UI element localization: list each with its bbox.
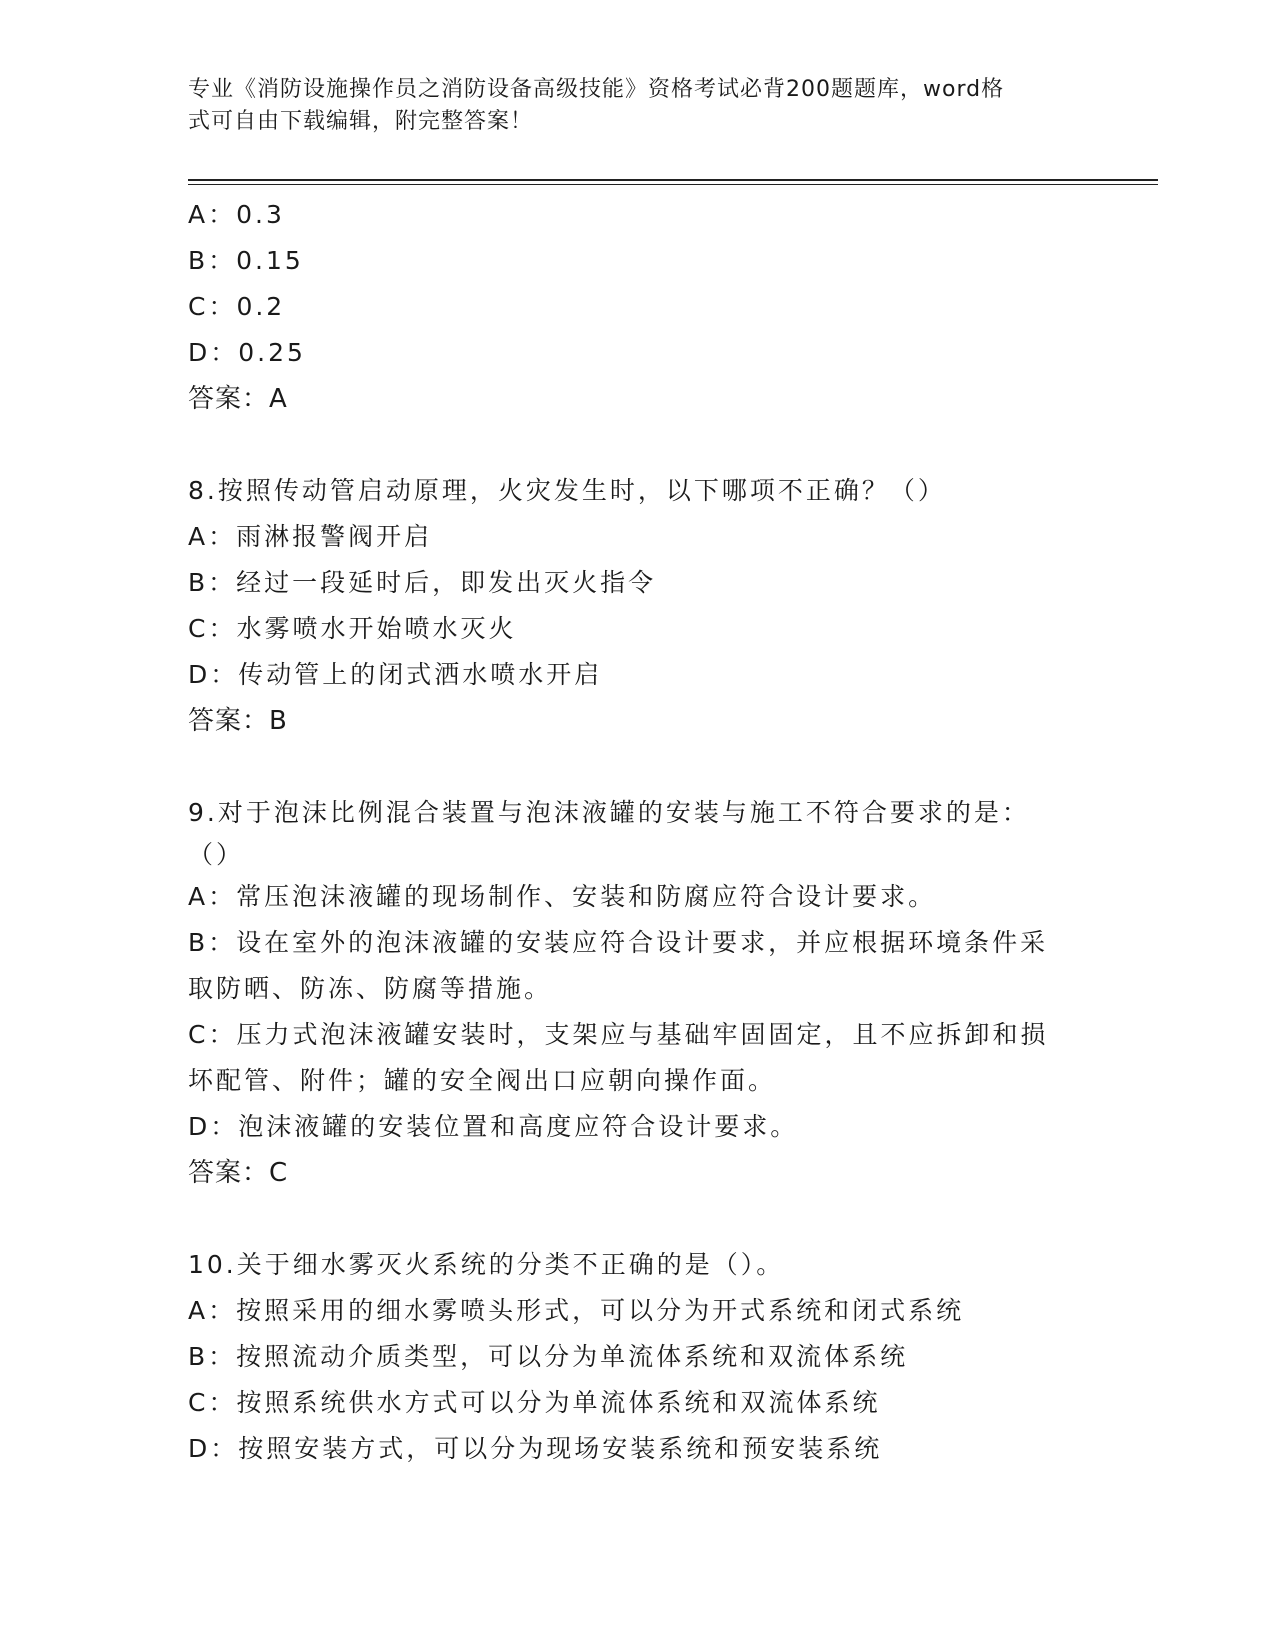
spacer	[188, 422, 1088, 468]
question-10-block	[188, 1242, 1088, 1472]
option-a: A：常压泡沫液罐的现场制作、安装和防腐应符合设计要求。	[188, 882, 937, 911]
option-b: B：0.15	[188, 246, 304, 275]
option-b: B：按照流动介质类型，可以分为单流体系统和双流体系统	[188, 1342, 909, 1371]
header-line-2: 式可自由下载编辑，附完整答案！	[188, 109, 534, 134]
question-8-block	[188, 468, 1088, 744]
option-c: C：按照系统供水方式可以分为单流体系统和双流体系统	[188, 1388, 881, 1417]
option-c: C：0.2	[188, 292, 286, 321]
option-a: A：按照采用的细水雾喷头形式，可以分为开式系统和闭式系统	[188, 1296, 965, 1325]
option-d: D：按照安装方式，可以分为现场安装系统和预安装系统	[188, 1434, 883, 1463]
option-c: C：水雾喷水开始喷水灭火	[188, 614, 517, 643]
header-divider-thick	[188, 179, 1158, 181]
option-c-line-1: C：压力式泡沫液罐安装时，支架应与基础牢固固定，且不应拆卸和损	[188, 1020, 1049, 1049]
spacer	[188, 1196, 1088, 1242]
question-7-block	[188, 192, 1088, 422]
question-text-line-1: 9.对于泡沫比例混合装置与泡沫液罐的安装与施工不符合要求的是：	[188, 798, 1030, 827]
option-b-line-2: 取防晒、防冻、防腐等措施。	[188, 974, 553, 1003]
option-b: B：经过一段延时后，即发出灭火指令	[188, 568, 657, 597]
spacer	[188, 744, 1088, 790]
question-text: 8.按照传动管启动原理，火灾发生时，以下哪项不正确？（）	[188, 476, 946, 505]
option-d: D：传动管上的闭式洒水喷水开启	[188, 660, 603, 689]
answer-line: 答案：A	[188, 384, 288, 414]
option-a: A：0.3	[188, 200, 285, 229]
answer-line: 答案：C	[188, 1158, 289, 1188]
option-d: D：0.25	[188, 338, 306, 367]
option-c-line-2: 坏配管、附件；罐的安全阀出口应朝向操作面。	[188, 1066, 777, 1095]
header-line-1: 专业《消防设施操作员之消防设备高级技能》资格考试必背200题题库，word格	[188, 77, 1005, 102]
question-list	[188, 192, 1088, 1472]
option-d: D：泡沫液罐的安装位置和高度应符合设计要求。	[188, 1112, 799, 1141]
question-text-line-2: （）	[188, 840, 245, 869]
question-text: 10.关于细水雾灭火系统的分类不正确的是（）。	[188, 1250, 785, 1279]
option-b-line-1: B：设在室外的泡沫液罐的安装应符合设计要求，并应根据环境条件采	[188, 928, 1049, 957]
question-9-block	[188, 790, 1088, 1196]
document-header	[188, 74, 1068, 138]
answer-line: 答案：B	[188, 706, 288, 736]
option-a: A：雨淋报警阀开启	[188, 522, 433, 551]
header-divider-thin	[188, 184, 1158, 185]
